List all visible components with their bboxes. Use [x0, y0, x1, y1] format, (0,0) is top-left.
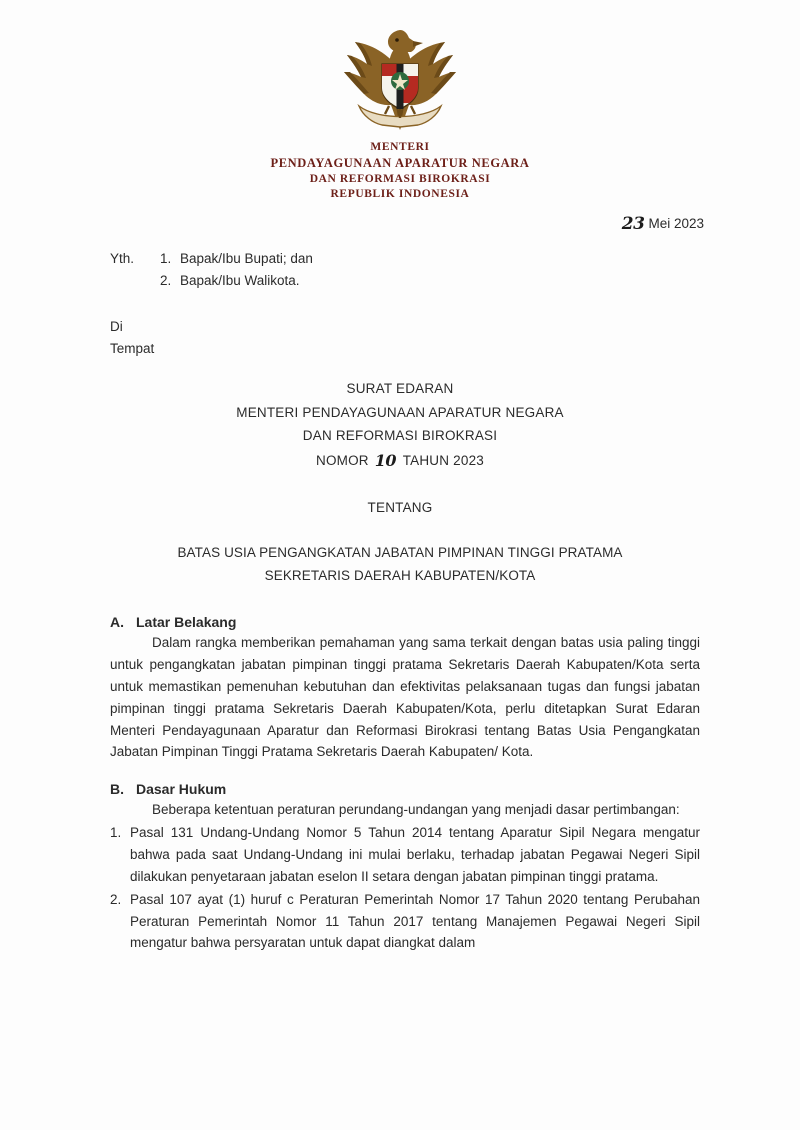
section-b-intro: Beberapa ketentuan peraturan perundang-undangan yang menjadi dasar pertimbangan:	[152, 802, 680, 818]
ministry-line-3: DAN REFORMASI BIROKRASI	[309, 172, 491, 185]
section-latar-belakang	[110, 614, 700, 763]
addressee-item-number: 2.	[160, 272, 172, 288]
garuda-pancasila-emblem	[341, 26, 459, 134]
ministry-line-4: REPUBLIK INDONESIA	[330, 187, 470, 200]
nomor-prefix: NOMOR	[316, 453, 369, 469]
title-line-1: SURAT EDARAN	[346, 381, 454, 397]
tentang-label: TENTANG	[367, 499, 433, 515]
list-item	[160, 270, 800, 292]
addressee-item-number: 1.	[160, 251, 172, 267]
list-item-text: Pasal 107 ayat (1) huruf c Peraturan Pemerintah Nomor 17 Tahun 2020 tentang Perubahan Peraturan Pemerintah Nomor 11 Tahun 2017 tentang Manajemen Pegawai Negeri Sipil mengatur bahwa persyaratan untuk dapat diangkat dalam	[130, 891, 700, 951]
section-a-heading	[110, 614, 700, 630]
letterhead	[0, 0, 800, 202]
addressee-label: Yth.	[110, 251, 135, 267]
section-a-title: Latar Belakang	[136, 614, 237, 631]
date-day-handwritten: 23	[621, 214, 645, 235]
document-body	[0, 614, 800, 954]
section-a-paragraph: Dalam rangka memberikan pemahaman yang sama terkait dengan batas usia paling tinggi untuk pengangkatan jabatan pimpinan tinggi pratama Sekretaris Daerah Kabupaten/Kota serta untuk memastikan pemenuhan kebutuhan dan efektivitas pelaksanaan tugas dan fungsi jabatan pimpinan tinggi pratama Sekretaris Daerah Kabupaten/Kota, perlu ditetapkan Surat Edaran Menteri Pendayagunaan Aparatur dan Reformasi Birokrasi tentang Batas Usia Pengangkatan Jabatan Pimpinan Tinggi Pratama Sekretaris Daerah Kabupaten/ Kota.	[110, 635, 700, 760]
document-title	[0, 377, 800, 474]
list-item	[160, 248, 800, 270]
nomor-suffix: TAHUN 2023	[402, 453, 484, 469]
section-b-list	[110, 822, 700, 954]
place-block	[0, 316, 800, 360]
addressee-item-text: Bapak/Ibu Bupati; dan	[180, 251, 313, 267]
ministry-name	[0, 140, 800, 202]
place-line-2: Tempat	[110, 340, 155, 356]
ministry-line-2: PENDAYAGUNAAN APARATUR NEGARA	[270, 156, 530, 171]
addressee-list	[160, 248, 800, 292]
addressee-item-text: Bapak/Ibu Walikota.	[180, 272, 300, 288]
section-b-heading	[110, 781, 700, 797]
date-month-year: Mei 2023	[648, 216, 704, 232]
section-b-title: Dasar Hukum	[136, 781, 227, 798]
list-item-number: 1.	[110, 825, 122, 841]
subject-line-1: BATAS USIA PENGANGKATAN JABATAN PIMPINAN TINGGI PRATAMA	[177, 544, 623, 560]
list-item-text: Pasal 131 Undang-Undang Nomor 5 Tahun 2014 tentang Aparatur Sipil Negara mengatur bahwa pada saat Undang-Undang ini mulai berlaku, terhadap jabatan Pegawai Negeri Sipil dilakukan penyetaraan jabatan eselon II setara dengan jabatan pimpinan tinggi pratama.	[130, 825, 700, 884]
section-b-letter: B.	[110, 781, 124, 798]
subject-line-2: SEKRETARIS DAERAH KABUPATEN/KOTA	[264, 567, 536, 583]
section-a-letter: A.	[110, 614, 124, 631]
title-line-3: DAN REFORMASI BIROKRASI	[302, 427, 498, 443]
title-line-2: MENTERI PENDAYAGUNAAN APARATUR NEGARA	[236, 404, 564, 420]
list-item	[110, 822, 700, 888]
nomor-handwritten: 10	[374, 451, 396, 471]
letter-date	[0, 214, 800, 234]
section-dasar-hukum	[110, 781, 700, 954]
list-item-number: 2.	[110, 891, 122, 907]
place-line-1: Di	[110, 318, 123, 334]
list-item	[110, 889, 700, 955]
ministry-line-1: MENTERI	[370, 141, 430, 153]
addressee-block	[0, 248, 800, 292]
document-number	[0, 447, 800, 475]
document-subject	[0, 541, 800, 587]
